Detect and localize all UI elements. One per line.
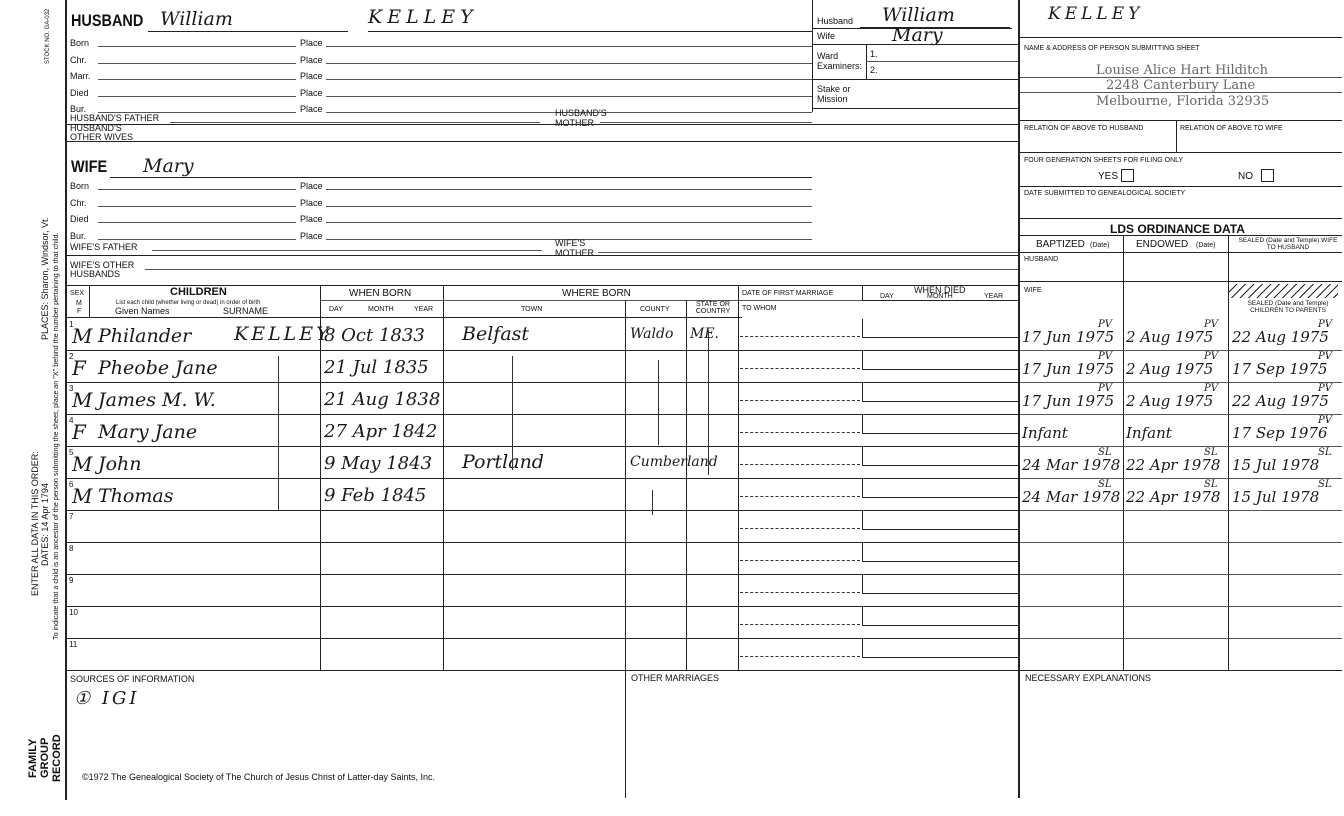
child-surname[interactable]: KELLEY	[234, 323, 332, 345]
wife-place-label: Place	[300, 197, 323, 208]
child-given-name[interactable]: John	[98, 453, 142, 475]
sealing-tag: SL	[1318, 447, 1332, 458]
child-given-name[interactable]: Pheobe Jane	[98, 357, 218, 379]
endowment-date[interactable]: 22 Apr 1978	[1126, 488, 1221, 506]
husband-place-label: Place	[300, 71, 323, 81]
child-given-name[interactable]: Thomas	[98, 485, 174, 507]
date-submitted-top-line	[1020, 186, 1342, 187]
baptism-date[interactable]: 17 Jun 1975	[1022, 328, 1115, 346]
header-wife-name[interactable]: Mary	[892, 24, 943, 46]
child-died-box[interactable]	[862, 447, 1018, 466]
baptism-tag: SL	[1098, 479, 1112, 490]
husband-mother-label: HUSBAND'S MOTHER	[555, 108, 607, 128]
husband-divider	[66, 124, 1018, 125]
baptism-date[interactable]: Infant	[1022, 424, 1068, 442]
child-marriage-dash	[740, 368, 860, 369]
first-marriage-subline	[738, 300, 863, 301]
sources-value[interactable]: ① IGI	[74, 688, 140, 709]
husband-event-label: Died	[70, 87, 89, 98]
died-year-label: YEAR	[984, 293, 1004, 300]
husband-event-label: Marr.	[70, 71, 91, 81]
town-label: TOWN	[521, 306, 543, 313]
husband-surname[interactable]: KELLEY	[368, 6, 478, 28]
other-marriages-divider	[625, 670, 626, 798]
husband-other-wives-label: HUSBAND'S OTHER WIVES	[70, 123, 134, 142]
submitter-label: NAME & ADDRESS OF PERSON SUBMITTING SHEET	[1024, 45, 1200, 52]
baptism-tag: SL	[1098, 447, 1112, 458]
wife-event-label: Died	[70, 214, 89, 224]
surname-label: SURNAME	[223, 306, 269, 316]
child-birth-date[interactable]: 21 Aug 1838	[324, 389, 441, 410]
endowment-date[interactable]: 2 Aug 1975	[1126, 328, 1214, 346]
husband-event-line[interactable]	[98, 46, 296, 47]
ditto-mark	[708, 330, 709, 475]
when-died-label: WHEN DIED	[914, 285, 966, 295]
child-sex[interactable]: M	[72, 388, 93, 412]
lds-col-divider-2	[1228, 235, 1229, 670]
died-header-line	[862, 300, 1018, 301]
sealing-tag: PV	[1318, 415, 1332, 426]
husband-place-label: Place	[300, 54, 323, 65]
wife-father-label: WIFE'S FATHER	[70, 242, 138, 252]
wife-heading: WIFE	[71, 157, 108, 176]
child-sex[interactable]: F	[72, 420, 86, 444]
submitter-line-3	[1020, 120, 1342, 121]
sealed-children-label: SEALED (Date and Temple) CHILDREN TO PARENTS	[1247, 300, 1329, 314]
sealing-date[interactable]: 17 Sep 1975	[1232, 360, 1328, 378]
born-year-label: YEAR	[414, 306, 434, 313]
endowment-tag: PV	[1204, 383, 1218, 394]
lds-col-divider-1	[1123, 235, 1124, 670]
side-dates: DATES: 14 Apr 1794	[40, 483, 50, 566]
baptism-date[interactable]: 24 Mar 1978	[1022, 488, 1121, 506]
endowment-date[interactable]: 2 Aug 1975	[1126, 360, 1214, 378]
children-header-bottom-line	[66, 317, 742, 318]
child-died-box[interactable]	[862, 319, 1018, 338]
husband-event-line[interactable]	[98, 96, 296, 97]
child-marriage-dash	[740, 496, 860, 497]
husband-place-line[interactable]	[326, 79, 812, 80]
lds-row-line	[1020, 414, 1342, 415]
husband-place-line[interactable]	[326, 63, 812, 64]
endowment-tag: SL	[1204, 447, 1218, 458]
date-first-marriage-label: DATE OF FIRST MARRIAGE	[742, 290, 834, 297]
endowment-tag: SL	[1204, 479, 1218, 490]
sealing-date[interactable]: 15 Jul 1978	[1232, 488, 1320, 506]
child-died-box[interactable]	[862, 415, 1018, 434]
husband-place-label: Place	[300, 104, 323, 114]
lds-row-line	[1020, 606, 1342, 607]
mission-label: Mission	[817, 94, 848, 104]
side-instruction: To indicate that a child is an ancestor of the person submitting the sheet, place an "X" behind the number pertaining to that child.	[51, 232, 60, 640]
baptism-tag: PV	[1098, 319, 1112, 330]
child-number: 11	[69, 640, 78, 649]
submitter-street[interactable]: 2248 Canterbury Lane	[1106, 78, 1256, 93]
four-gen-top-line	[1020, 152, 1342, 153]
born-month-label: MONTH	[368, 306, 394, 313]
no-checkbox[interactable]	[1261, 169, 1274, 182]
child-number: 9	[69, 576, 74, 585]
child-birth-date[interactable]: 21 Jul 1835	[324, 357, 429, 378]
husband-heading: HUSBAND	[71, 11, 144, 30]
form-title-group: GROUP	[39, 737, 51, 778]
endowment-date[interactable]: 22 Apr 1978	[1126, 456, 1221, 474]
child-number: 1	[69, 320, 74, 329]
wife-mother-label: WIFE'S MOTHER	[555, 238, 594, 258]
baptized-date-label: (Date)	[1090, 242, 1110, 249]
child-sex[interactable]: M	[72, 324, 93, 348]
husband-name-line	[148, 31, 348, 32]
child-sex[interactable]: F	[72, 356, 86, 380]
lds-title-line	[1020, 235, 1342, 236]
col-line-state	[686, 300, 687, 670]
date-submitted-label: DATE SUBMITTED TO GENEALOGICAL SOCIETY	[1024, 190, 1186, 197]
other-marriages-label: OTHER MARRIAGES	[631, 673, 720, 683]
examiner-line	[866, 61, 1018, 62]
child-died-box[interactable]	[862, 543, 1018, 562]
wife-other-husbands-line	[145, 269, 1018, 270]
col-line-county	[625, 300, 626, 670]
endowment-tag: PV	[1204, 319, 1218, 330]
form-title-family: FAMILY	[27, 738, 39, 778]
form-title-record: RECORD	[51, 734, 63, 782]
children-bottom-line	[66, 670, 1342, 671]
wife-other-husbands-label: WIFE'S OTHER HUSBANDS	[70, 260, 135, 279]
necessary-explanations-label: NECESSARY EXPLANATIONS	[1025, 673, 1152, 683]
child-sex[interactable]: M	[72, 484, 93, 508]
stock-number: STOCK NO. GA-032	[45, 8, 51, 64]
lds-top-line	[1020, 218, 1342, 219]
child-marriage-dash	[740, 592, 860, 593]
wife-mother-line	[598, 252, 1018, 253]
to-whom-label: TO WHOM	[742, 305, 777, 312]
child-number: 5	[69, 448, 74, 457]
lds-row-line	[1020, 510, 1342, 511]
child-died-box[interactable]	[862, 479, 1018, 498]
county-label: COUNTY	[640, 306, 670, 313]
relation-wife-label: RELATION OF ABOVE TO WIFE	[1180, 125, 1283, 132]
child-number: 2	[69, 352, 74, 361]
main-left-border	[65, 0, 67, 800]
baptism-date[interactable]: 17 Jun 1975	[1022, 392, 1115, 410]
husband-mother-line	[600, 122, 812, 123]
sealed-wife-label: SEALED (Date and Temple) WIFE TO HUSBAND	[1238, 237, 1338, 251]
lds-row-line	[1020, 574, 1342, 575]
endowed-date-label: (Date)	[1196, 242, 1216, 249]
baptism-date[interactable]: 17 Jun 1975	[1022, 360, 1115, 378]
wife-event-label: Bur.	[70, 230, 87, 241]
sealing-tag: PV	[1318, 351, 1332, 362]
header-husband-label: Husband	[817, 16, 854, 26]
husband-place-label: Place	[300, 38, 323, 48]
died-header-divider	[862, 285, 863, 301]
child-birth-date[interactable]: 9 Feb 1845	[324, 485, 427, 506]
wife-given-name[interactable]: Mary	[143, 155, 194, 177]
husband-given-name[interactable]: William	[160, 8, 233, 30]
baptism-tag: PV	[1098, 383, 1112, 394]
lds-husband-row-line	[1020, 281, 1342, 282]
lds-subheader-line	[1020, 252, 1342, 253]
no-label: NO	[1238, 171, 1253, 182]
header-row-line-3	[812, 79, 1018, 80]
wife-place-label: Place	[300, 214, 323, 224]
yes-label: YES	[1098, 171, 1119, 182]
child-marriage-dash	[740, 400, 860, 401]
child-died-box[interactable]	[862, 511, 1018, 530]
wife-divider	[66, 255, 1018, 256]
lds-wife-label: WIFE	[1024, 287, 1042, 294]
child-birth-town[interactable]: Portland	[462, 451, 544, 473]
wife-place-line[interactable]	[326, 222, 812, 223]
child-died-box[interactable]	[862, 383, 1018, 402]
ditto-mark	[658, 360, 659, 445]
header-husband-name[interactable]: William	[882, 4, 955, 26]
husband-place-line[interactable]	[326, 46, 812, 47]
sealing-date[interactable]: 22 Aug 1975	[1232, 392, 1329, 410]
wife-event-line[interactable]	[98, 239, 296, 240]
examiners-label: Examiners:	[817, 61, 863, 71]
lds-row-line	[1020, 350, 1342, 351]
right-top-line	[1020, 37, 1342, 38]
died-day-label: DAY	[880, 293, 894, 300]
yes-checkbox[interactable]	[1121, 169, 1134, 182]
child-given-name[interactable]: Philander	[98, 325, 192, 347]
wife-event-line[interactable]	[98, 206, 296, 207]
husband-event-label: Bur.	[70, 104, 87, 114]
died-month-label: MONTH	[927, 293, 953, 300]
child-given-name[interactable]: James M. W.	[98, 389, 216, 411]
side-enter-order: ENTER ALL DATA IN THIS ORDER:	[30, 451, 40, 596]
stake-label: Stake or	[817, 84, 851, 94]
ditto-mark	[652, 490, 653, 515]
sealing-date[interactable]: 22 Aug 1975	[1232, 328, 1329, 346]
sealing-tag: PV	[1318, 383, 1332, 394]
endowment-date[interactable]: 2 Aug 1975	[1126, 392, 1214, 410]
sources-label: SOURCES OF INFORMATION	[70, 674, 195, 684]
sealed-wife-hatched-area	[1228, 284, 1338, 298]
wife-event-label: Born	[70, 181, 90, 191]
husband-place-label: Place	[300, 87, 323, 98]
child-marriage-dash	[740, 464, 860, 465]
header-wife-label: Wife	[817, 31, 835, 41]
lds-row-line	[1020, 638, 1342, 639]
child-number: 3	[69, 384, 74, 393]
husband-surname-line	[368, 31, 812, 32]
husband-event-label: Chr.	[70, 54, 87, 65]
wife-place-label: Place	[300, 230, 323, 241]
four-gen-label: FOUR GENERATION SHEETS FOR FILING ONLY	[1024, 157, 1184, 164]
given-names-label: Given Names	[115, 306, 170, 316]
header-row-line-4	[812, 108, 1018, 109]
baptized-label: BAPTIZED	[1036, 239, 1085, 250]
child-birth-date[interactable]: 8 Oct 1833	[324, 325, 425, 346]
husband-event-line[interactable]	[98, 63, 296, 64]
born-day-label: DAY	[329, 306, 343, 313]
child-birth-town[interactable]: Belfast	[462, 323, 530, 345]
wife-father-line	[152, 250, 542, 251]
when-born-label: WHEN BORN	[349, 288, 412, 299]
sealing-date[interactable]: 17 Sep 1976	[1232, 424, 1328, 442]
where-born-label: WHERE BORN	[562, 288, 631, 299]
submitter-name[interactable]: Louise Alice Hart Hilditch	[1096, 63, 1268, 78]
lds-husband-label: HUSBAND	[1024, 256, 1059, 263]
wife-place-line[interactable]	[326, 189, 812, 190]
husband-event-line[interactable]	[98, 79, 296, 80]
relation-husband-label: RELATION OF ABOVE TO HUSBAND	[1024, 125, 1144, 132]
lds-row-line	[1020, 382, 1342, 383]
child-marriage-dash	[740, 656, 860, 657]
when-born-subline	[321, 300, 443, 301]
endowed-label: ENDOWED	[1136, 239, 1189, 250]
child-birth-county[interactable]: Cumberland	[630, 454, 718, 470]
header-row-line-2	[812, 44, 1018, 45]
wife-event-line[interactable]	[98, 189, 296, 190]
child-died-box[interactable]	[862, 639, 1018, 658]
header-divider	[812, 0, 813, 112]
child-sex[interactable]: M	[72, 452, 93, 476]
husband-wife-divider	[66, 141, 1018, 142]
husband-father-line	[170, 122, 540, 123]
child-marriage-dash	[740, 560, 860, 561]
baptism-date[interactable]: 24 Mar 1978	[1022, 456, 1121, 474]
submitter-line-2	[1020, 92, 1342, 93]
children-instruction: List each child (whether living or dead) in order of birth	[116, 300, 261, 306]
endowment-date[interactable]: Infant	[1126, 424, 1172, 442]
child-marriage-dash	[740, 432, 860, 433]
child-number: 4	[69, 416, 74, 425]
relation-divider	[1176, 120, 1177, 152]
copyright: ©1972 The Genealogical Society of The Church of Jesus Christ of Latter-day Saints, Inc.	[82, 772, 435, 782]
header-husband-surname[interactable]: KELLEY	[1048, 4, 1144, 24]
side-places: PLACES: Sharon, Windsor, Vt.	[40, 216, 50, 340]
wife-name-line	[110, 177, 812, 178]
child-birth-county[interactable]: Waldo	[630, 326, 674, 342]
lds-row-line	[1020, 478, 1342, 479]
examiner-2: 2.	[870, 65, 878, 75]
child-number: 10	[69, 608, 78, 617]
child-died-box[interactable]	[862, 351, 1018, 370]
baptism-tag: PV	[1098, 351, 1112, 362]
state-label: STATE OR COUNTRY	[695, 301, 731, 315]
sealing-tag: PV	[1318, 319, 1332, 330]
child-number: 6	[69, 480, 74, 489]
child-birth-date[interactable]: 9 May 1843	[324, 453, 433, 474]
husband-father-label: HUSBAND'S FATHER	[70, 113, 160, 123]
husband-event-label: Born	[70, 38, 90, 48]
sex-m-label: M	[76, 300, 82, 307]
child-marriage-dash	[740, 624, 860, 625]
children-label: CHILDREN	[170, 286, 227, 298]
child-birth-state[interactable]: ME.	[690, 326, 720, 342]
lds-row-line	[1020, 446, 1342, 447]
submitter-city[interactable]: Melbourne, Florida 32935	[1096, 94, 1270, 109]
sex-col-header-divider	[89, 285, 90, 318]
child-marriage-dash	[740, 528, 860, 529]
ward-label: Ward	[817, 51, 839, 61]
sex-f-label: F	[77, 308, 82, 315]
wife-place-line[interactable]	[326, 206, 812, 207]
child-birth-date[interactable]: 27 Apr 1842	[324, 421, 438, 442]
wife-place-label: Place	[300, 181, 323, 191]
child-marriage-dash	[740, 336, 860, 337]
sealing-date[interactable]: 15 Jul 1978	[1232, 456, 1320, 474]
husband-place-line[interactable]	[326, 96, 812, 97]
examiner-1: 1.	[870, 49, 878, 59]
lds-title: LDS ORDINANCE DATA	[1110, 222, 1245, 236]
lds-row-line	[1020, 542, 1342, 543]
wife-event-label: Chr.	[70, 197, 87, 208]
ditto-mark	[278, 356, 279, 510]
child-died-box[interactable]	[862, 575, 1018, 594]
sealing-tag: SL	[1318, 479, 1332, 490]
child-died-box[interactable]	[862, 607, 1018, 626]
child-given-name[interactable]: Mary Jane	[98, 421, 198, 443]
wife-event-line[interactable]	[98, 222, 296, 223]
ditto-mark	[512, 356, 513, 470]
child-number: 8	[69, 544, 74, 553]
sex-label: SEX	[70, 290, 85, 297]
endowment-tag: PV	[1204, 351, 1218, 362]
child-number: 7	[69, 512, 74, 521]
